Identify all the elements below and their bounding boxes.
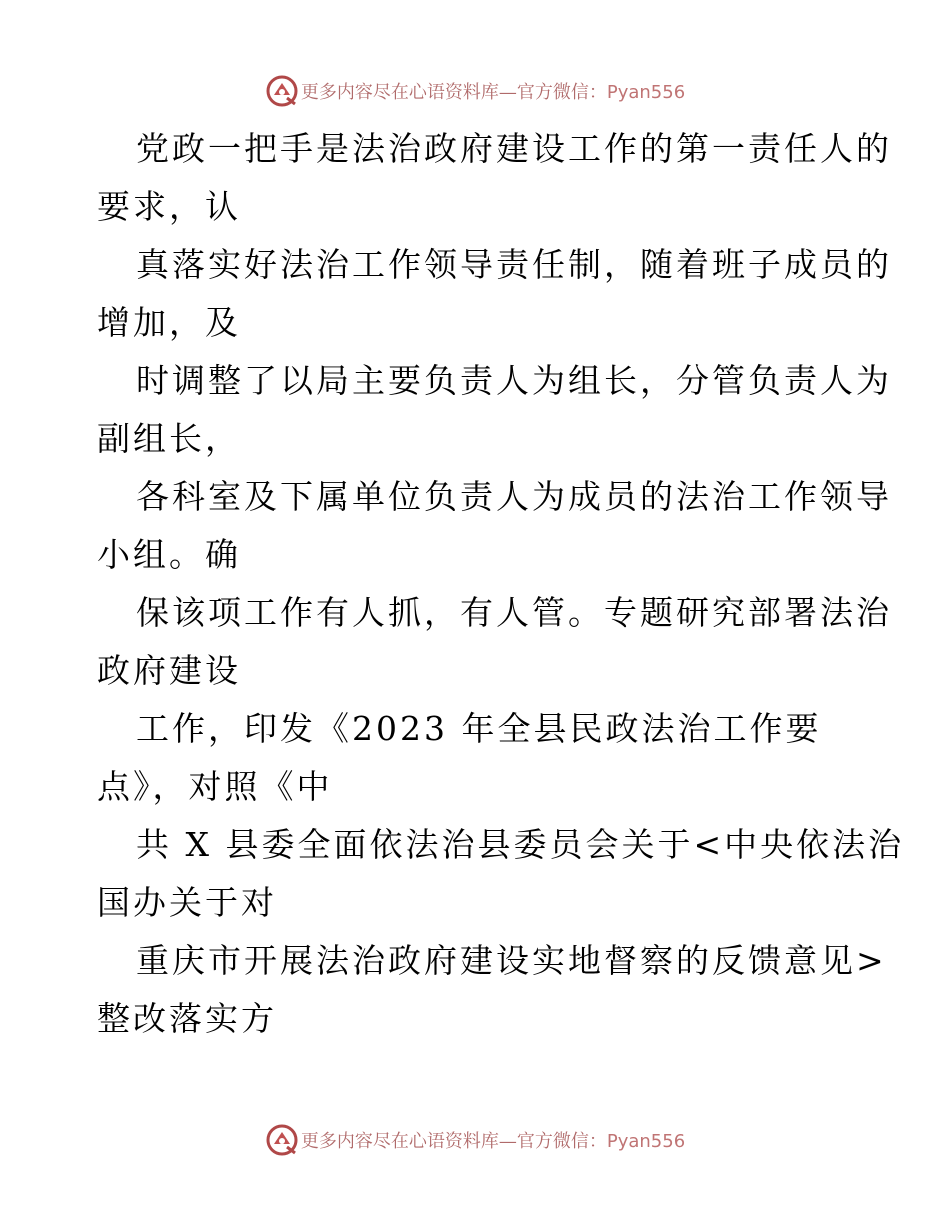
seal-logo-icon [265, 74, 299, 108]
header-watermark [0, 74, 950, 108]
paragraph-line: 增加，及 [97, 303, 241, 342]
body-text [97, 120, 905, 1048]
paragraph-line: 工作，印发《2023 年全县民政法治工作要 [136, 709, 822, 748]
paragraph-line: 要求，认 [97, 187, 241, 226]
paragraph-line: 保该项工作有人抓，有人管。专题研究部署法治 [136, 593, 892, 632]
paragraph-line: 真落实好法治工作领导责任制，随着班子成员的 [136, 245, 892, 284]
paragraph-line: 党政一把手是法治政府建设工作的第一责任人的 [136, 129, 892, 168]
paragraph-line: 共 X 县委全面依法治县委员会关于<中央依法治 [136, 825, 905, 864]
paragraph-line: 副组长， [97, 419, 241, 458]
paragraph-line: 小组。确 [97, 535, 241, 574]
paragraph-line: 各科室及下属单位负责人为成员的法治工作领导 [136, 477, 892, 516]
paragraph-line: 整改落实方 [97, 999, 277, 1038]
paragraph-line: 政府建设 [97, 651, 241, 690]
footer-watermark [0, 1123, 950, 1157]
seal-logo-icon [265, 1123, 299, 1157]
watermark-text: 更多内容尽在心语资料库—官方微信：Pyan556 [300, 82, 686, 103]
paragraph-line: 点》，对照《中 [97, 767, 333, 806]
paragraph-line: 重庆市开展法治政府建设实地督察的反馈意见> [136, 941, 887, 980]
paragraph-line: 时调整了以局主要负责人为组长，分管负责人为 [136, 361, 892, 400]
watermark-text: 更多内容尽在心语资料库—官方微信：Pyan556 [300, 1131, 686, 1152]
paragraph-line: 国办关于对 [97, 883, 277, 922]
